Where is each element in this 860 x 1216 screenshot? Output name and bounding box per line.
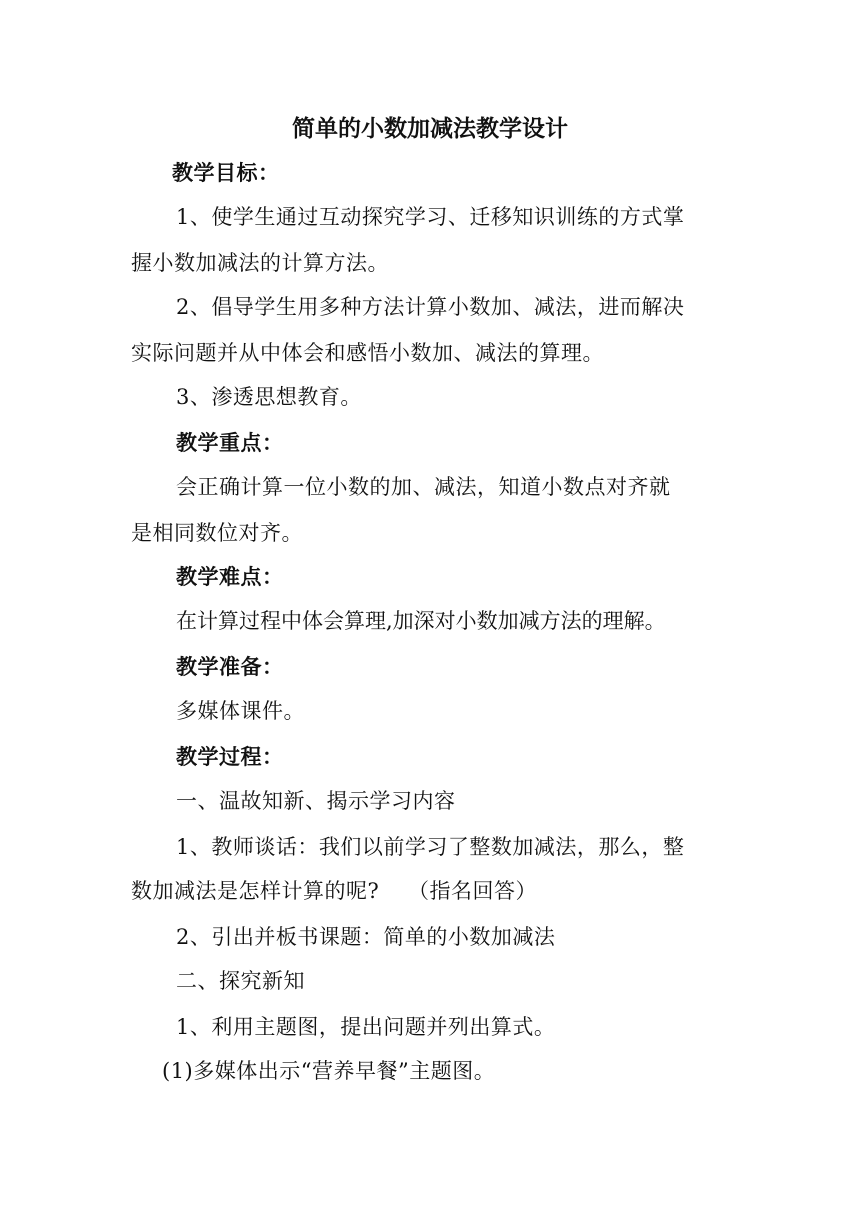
objective-1-line-1: 1、使学生通过互动探究学习、迁移知识训练的方式掌 [176,205,685,229]
step-2: 2、引出并板书课题：简单的小数加减法 [176,925,556,949]
document-title: 简单的小数加减法教学设计 [292,115,568,142]
objective-1-line-2: 握小数加减法的计算方法。 [131,251,389,275]
step-4: (1)多媒体出示“营养早餐”主题图。 [162,1059,496,1083]
step-1-line-1: 1、教师谈话：我们以前学习了整数加减法，那么，整 [176,835,685,859]
key-points-line-2: 是相同数位对齐。 [131,521,303,545]
process-heading: 教学过程： [176,744,284,769]
objective-2-line-1: 2、倡导学生用多种方法计算小数加、减法，进而解决 [176,295,685,319]
preparation-heading: 教学准备： [176,654,284,679]
difficulties-heading: 教学难点： [176,564,284,589]
key-points-line-1: 会正确计算一位小数的加、减法，知道小数点对齐就 [176,475,671,499]
section-2-heading: 二、探究新知 [176,969,305,993]
step-3: 1、利用主题图，提出问题并列出算式。 [176,1015,556,1039]
step-1-line-2: 数加减法是怎样计算的呢? （指名回答） [131,879,537,903]
section-1-heading: 一、温故知新、揭示学习内容 [176,789,456,813]
difficulties-text: 在计算过程中体会算理,加深对小数加减方法的理解。 [176,609,666,633]
objective-3: 3、渗透思想教育。 [176,385,362,409]
objective-2-line-2: 实际问题并从中体会和感悟小数加、减法的算理。 [131,341,604,365]
preparation-text: 多媒体课件。 [176,699,305,723]
objectives-heading: 教学目标： [172,160,280,185]
key-points-heading: 教学重点： [176,430,284,455]
